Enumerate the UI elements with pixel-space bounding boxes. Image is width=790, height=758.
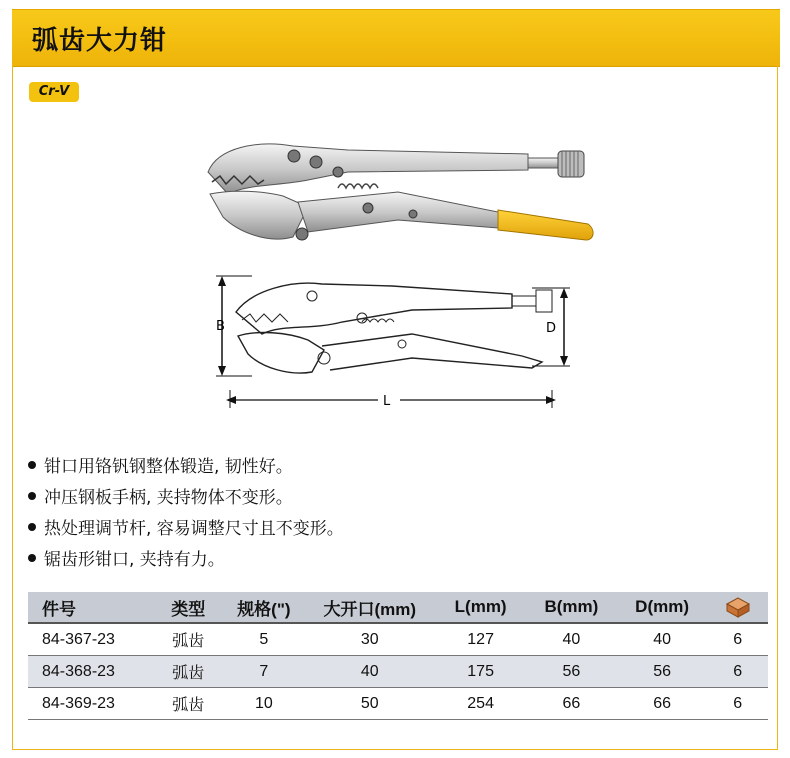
cell-size: 10 (224, 688, 305, 720)
header-opening: 大开口(mm) (304, 592, 435, 623)
cell-package: 6 (707, 623, 768, 656)
bullet-icon (28, 554, 36, 562)
cell-type: 弧齿 (153, 623, 224, 656)
box-icon (725, 596, 751, 618)
material-badge: Cr-V (29, 82, 79, 102)
cell-part-number: 84-369-23 (28, 688, 153, 720)
feature-list (28, 452, 344, 576)
page-title: 弧齿大力钳 (32, 26, 168, 56)
cell-d: 66 (617, 688, 708, 720)
cell-size: 5 (224, 623, 305, 656)
lower-handle (298, 192, 498, 232)
table-header-row (28, 592, 768, 623)
cell-opening: 50 (304, 688, 435, 720)
cell-package: 6 (707, 656, 768, 688)
lower-jaw (210, 191, 308, 239)
feature-item (28, 545, 344, 576)
dimension-l-label: L (383, 394, 391, 409)
adjust-screw (528, 158, 558, 168)
cell-l: 254 (435, 688, 526, 720)
table-row (28, 623, 768, 656)
cell-l: 175 (435, 656, 526, 688)
header-package (707, 592, 768, 623)
bullet-icon (28, 523, 36, 531)
cell-l: 127 (435, 623, 526, 656)
dimension-b-label: B (216, 319, 225, 334)
header-part-number: 件号 (28, 592, 153, 623)
cell-d: 40 (617, 623, 708, 656)
feature-text: 钳口用铬钒钢整体锻造, 韧性好。 (44, 457, 293, 477)
dimension-d-label: D (546, 321, 557, 336)
title-bar (12, 9, 780, 67)
table-row (28, 656, 768, 688)
technical-drawing (212, 272, 572, 412)
feature-item (28, 514, 344, 545)
handle-grip (498, 210, 593, 240)
feature-text: 冲压钢板手柄, 夹持物体不变形。 (44, 488, 293, 508)
feature-item (28, 452, 344, 483)
header-l: L(mm) (435, 592, 526, 623)
header-b: B(mm) (526, 592, 617, 623)
cell-part-number: 84-368-23 (28, 656, 153, 688)
upper-jaw (208, 144, 528, 194)
cell-opening: 40 (304, 656, 435, 688)
cell-opening: 30 (304, 623, 435, 656)
feature-item (28, 483, 344, 514)
table-row (28, 688, 768, 720)
product-photo (198, 132, 598, 252)
header-type: 类型 (153, 592, 224, 623)
bullet-icon (28, 492, 36, 500)
header-size: 规格(") (224, 592, 305, 623)
cell-size: 7 (224, 656, 305, 688)
cell-type: 弧齿 (153, 656, 224, 688)
feature-text: 锯齿形钳口, 夹持有力。 (44, 550, 225, 570)
cell-d: 56 (617, 656, 708, 688)
cell-b: 40 (526, 623, 617, 656)
cell-b: 56 (526, 656, 617, 688)
spec-table (28, 592, 768, 720)
cell-type: 弧齿 (153, 688, 224, 720)
cell-part-number: 84-367-23 (28, 623, 153, 656)
bullet-icon (28, 461, 36, 469)
header-d: D(mm) (617, 592, 708, 623)
feature-text: 热处理调节杆, 容易调整尺寸且不变形。 (44, 519, 344, 539)
cell-b: 66 (526, 688, 617, 720)
cell-package: 6 (707, 688, 768, 720)
